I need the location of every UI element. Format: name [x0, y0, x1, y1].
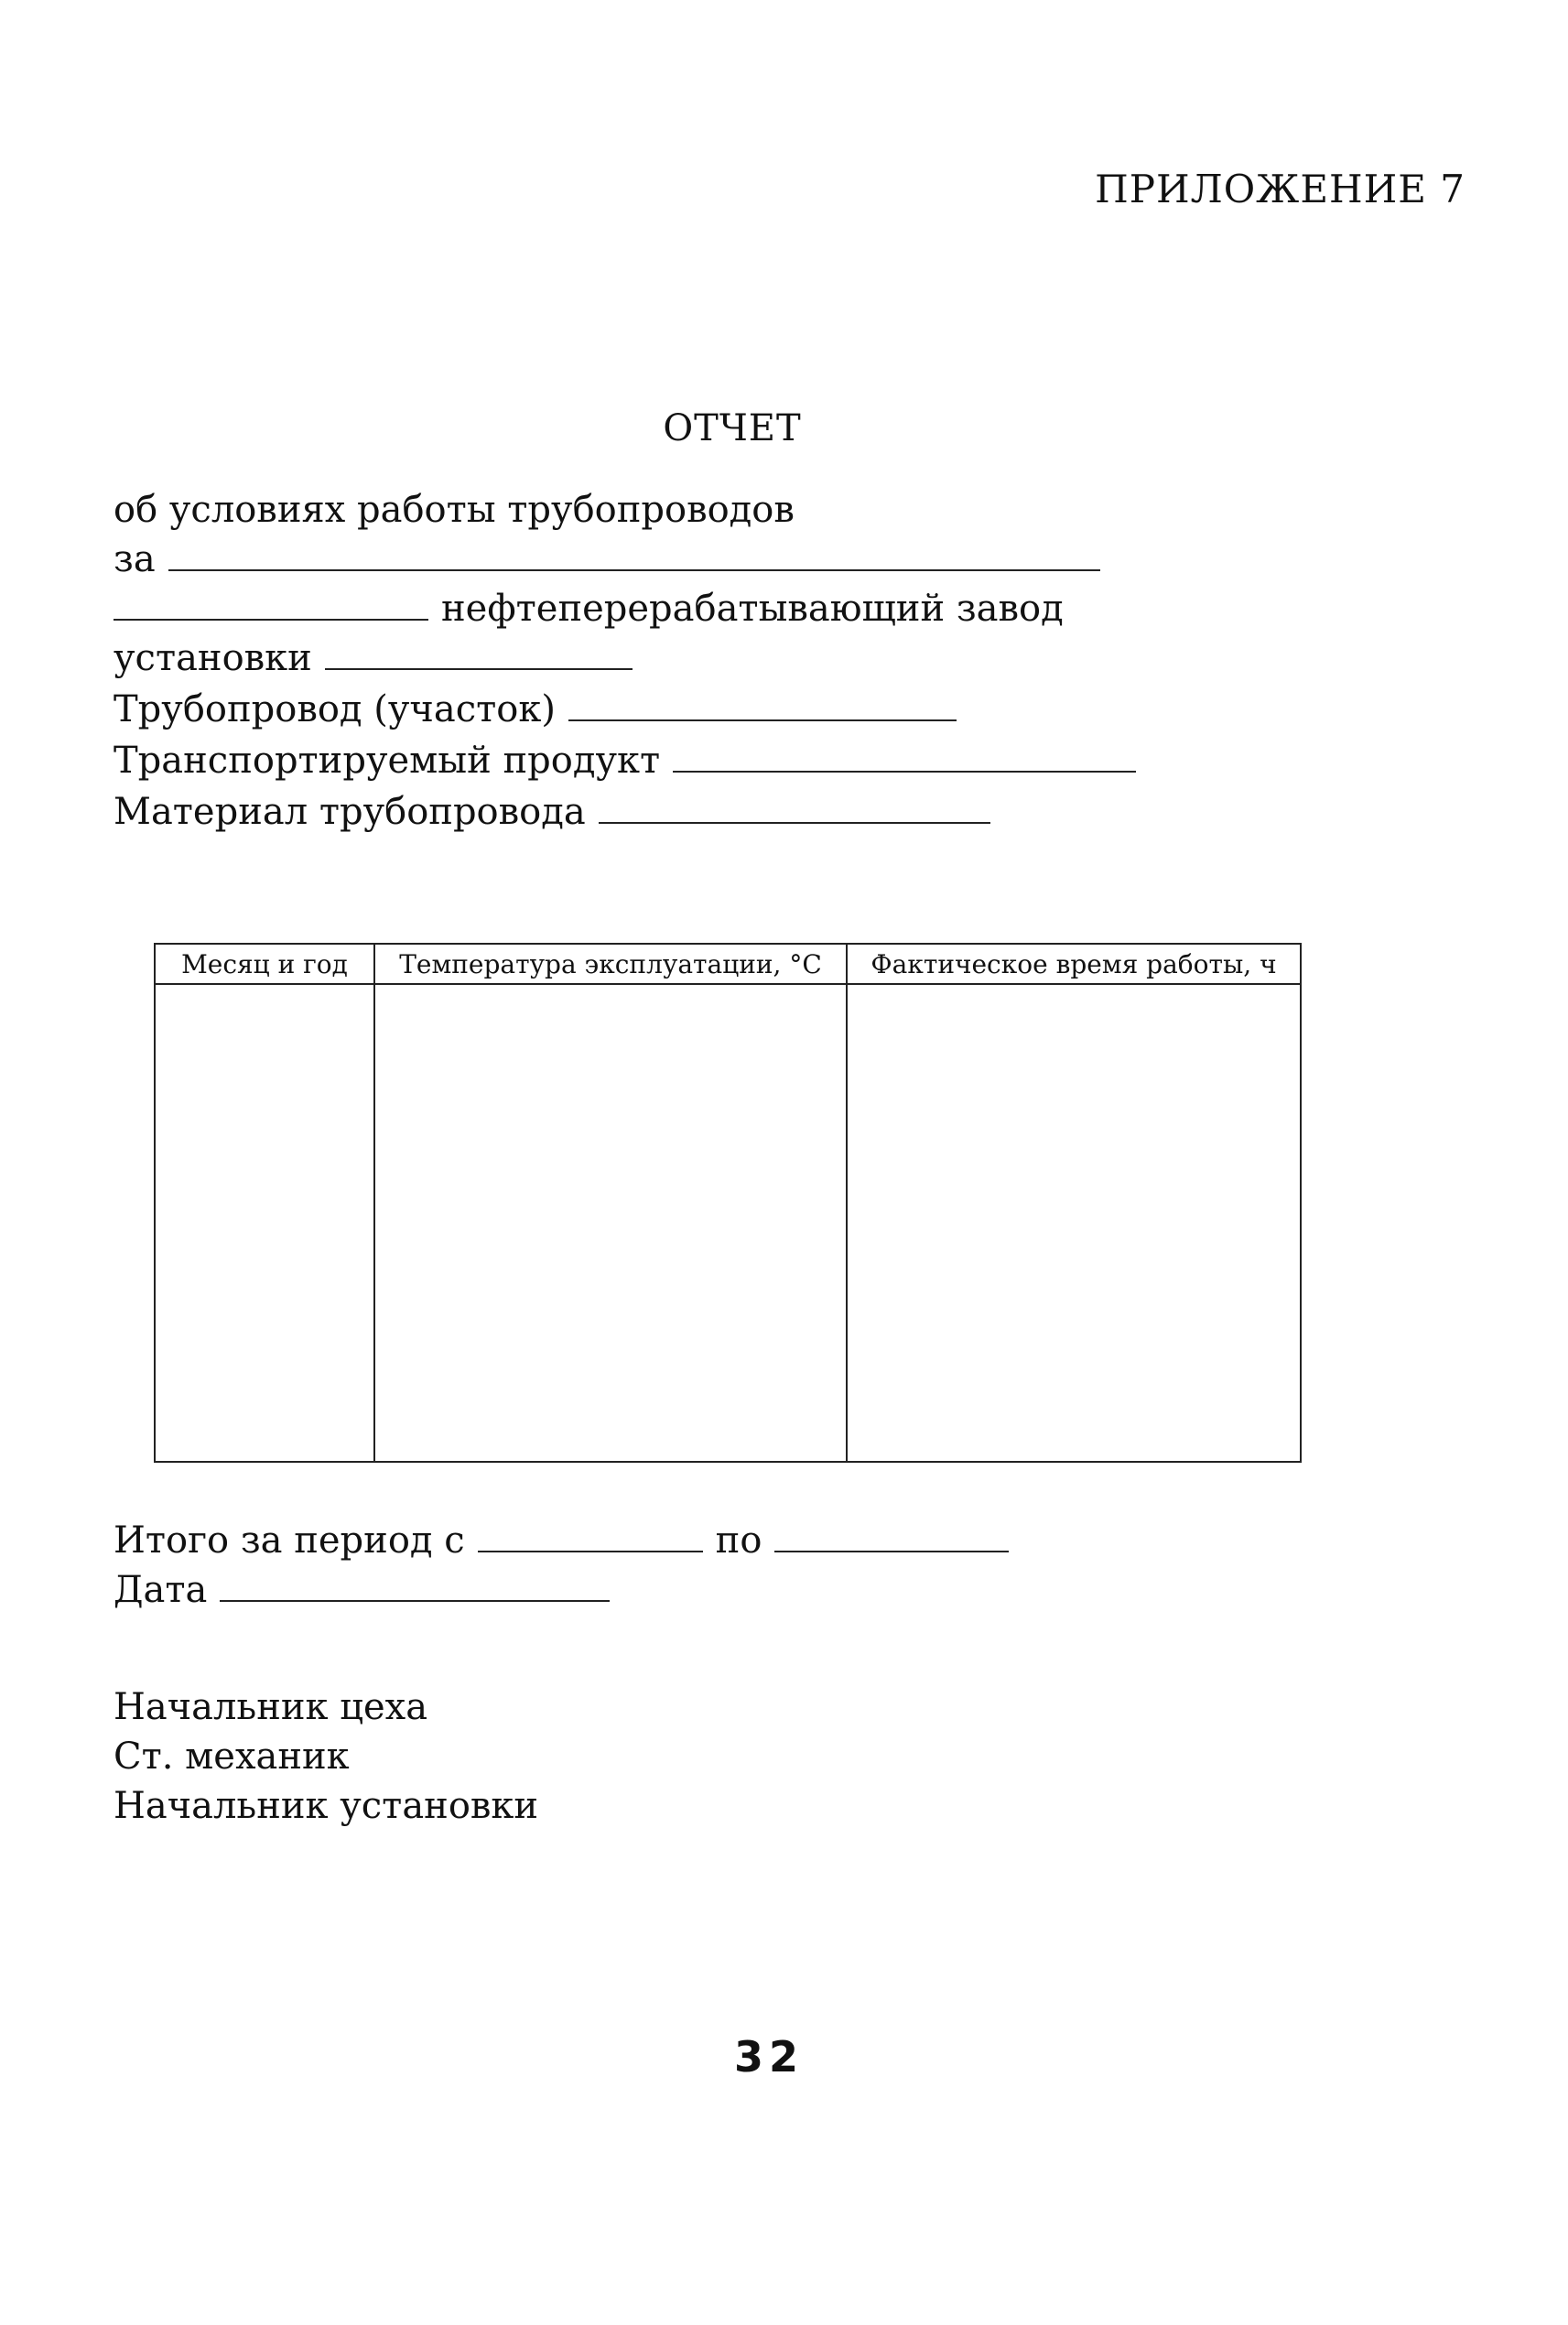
column-header-operating-time: Фактическое время работы, ч [847, 944, 1301, 984]
table-header-row [155, 944, 1301, 984]
unit-label: установки [114, 637, 312, 679]
date-field[interactable] [220, 1599, 610, 1602]
appendix-heading: ПРИЛОЖЕНИЕ 7 [1095, 167, 1465, 211]
report-table [154, 943, 1302, 1463]
unit-field[interactable] [325, 667, 633, 670]
signature-senior-mechanic: Ст. механик [114, 1736, 350, 1778]
document-title: ОТЧЕТ [663, 407, 802, 449]
product-label: Транспортируемый продукт [114, 740, 661, 782]
page-number: 32 [733, 2032, 804, 2082]
unit-line [114, 635, 633, 681]
pipeline-field[interactable] [568, 719, 957, 721]
table-row [155, 984, 1301, 1462]
column-header-temperature: Температура эксплуатации, °C [374, 944, 847, 984]
period-label: за [114, 538, 156, 580]
period-field[interactable] [168, 568, 1100, 571]
form-subtitle [114, 487, 795, 533]
material-line [114, 789, 990, 835]
material-label: Материал трубопровода [114, 791, 586, 833]
temperature-cell[interactable] [374, 984, 847, 1462]
operating-time-cell[interactable] [847, 984, 1301, 1462]
signature-head-of-shop: Начальник цеха [114, 1686, 428, 1728]
refinery-label: нефтеперерабатывающий завод [441, 588, 1064, 630]
period-to-label: по [715, 1519, 762, 1562]
date-line [114, 1567, 610, 1613]
refinery-line [114, 586, 1064, 632]
refinery-field[interactable] [114, 618, 428, 621]
period-from-field[interactable] [478, 1550, 703, 1552]
subtitle-text: об условиях работы трубопроводов [114, 489, 795, 531]
signature-head-of-unit: Начальник установки [114, 1785, 539, 1827]
date-label: Дата [114, 1569, 208, 1611]
product-field[interactable] [673, 770, 1136, 773]
period-line [114, 536, 1100, 582]
pipeline-label: Трубопровод (участок) [114, 688, 556, 730]
column-header-month-year: Месяц и год [155, 944, 374, 984]
period-to-field[interactable] [774, 1550, 1009, 1552]
period-from-label: Итого за период с [114, 1519, 465, 1562]
month-year-cell[interactable] [155, 984, 374, 1462]
material-field[interactable] [599, 821, 990, 824]
pipeline-line [114, 687, 957, 732]
totals-period-line [114, 1518, 1009, 1563]
product-line [114, 738, 1136, 784]
